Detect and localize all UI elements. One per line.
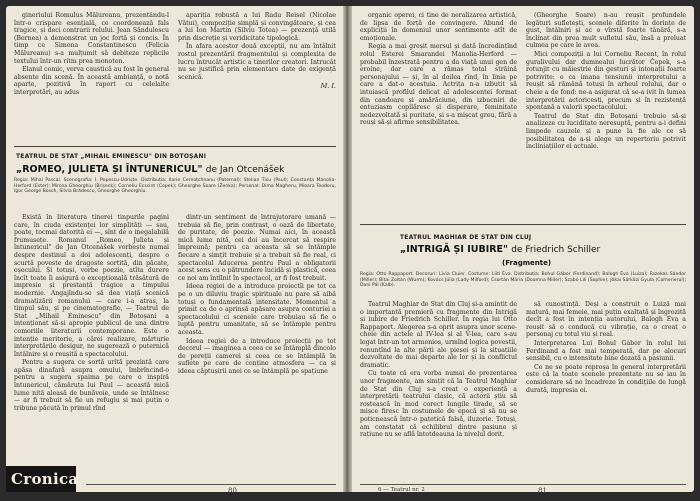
footer-rule bbox=[360, 484, 686, 485]
play-title bbox=[16, 164, 336, 176]
paragraph: Ideea regiei de a introduce proiectîi pe tot ca pe o un diluviu tragic spirituale nu pare să aibă totuși o fundamentală intensitate. Momentul a primit ca de o aprinsă apăsare asupra conturiei a spectacolului ci scenele care trebuiau să fie o luptă pentru umanitate, să se întâmple pentru aceasta. bbox=[178, 283, 336, 336]
left-col1-top bbox=[14, 12, 169, 120]
play-title bbox=[400, 244, 690, 256]
paragraph: Există în literatura tinerei tinpurile pagini care, în ciuda existenței lor simplități — sau, poate, tocmai datorită ei —, sînt de o inegalabilă frumusețe. Romanul „Romeo, Julieta și întunericul" de Jan Otcenášek vorbește numai despre destinul a doi adolescenți, despre o scurtă poveste de dragoste sortită, din păcate, eșecului. Și totuși, vorbe poezie, atîta durere încît toate îi asigură o excepțională trăsătură de impresie și prestanță tragice a timpului modernie. Angajîndu-se să dea viață scenică dramatizării romanului — care i-a atras, la timpul său, și pe cinematografie, — Teatrul de Stat „Mihail Eminescu" din Botoșani a intenționat să-și apropie publicul de una dintre comoriile literaturii contemporane. Este o intenție meritorie, a cărei realizare, mărturie interpretările desigur, ne sugerează o puternică întâlnire și o reușită a spectacolului. bbox=[14, 214, 169, 358]
left-page bbox=[6, 6, 344, 492]
issue-label: 6 — Teatrul nr. 2 bbox=[378, 487, 425, 492]
paragraph: apariția robustă a lui Radu Reisel (Nicolae Vătui), compoziție simplă și convingătoare, și cea a lui Ion Martin (Silviu Totea) — prezență utilă prin discreție și veridicitate tipologică. bbox=[178, 12, 336, 42]
play-credits: Regia: Mihai Pascal. Scenografia: I. Popescu-Udriște. Distribuția: Ilarie Cernoțcheanu (Paternal); Stelian Ticu (Paul); Constanța Manolia-Herford (Ester); Mircea Gheorghiu (Brișeck); Corneliu Ecssint (Copek); Gheorghe Soare (Ženka); Personal: Dima Magheru, Mioara Teodoru, Igor George Bosch, Silvia Brădescu, Gheorghe Gheorghiu. bbox=[14, 178, 336, 195]
paragraph: Ideea regiei de a introduce proiecții pe tot decorul — imaginea a ceea ce se întâmplă dincolo de pereții camerei și ceea ce se întâmplă în suflete pe care de conține atmosfera — ca și ideea căptușirii anei ce se întâmplă pe spațiune bbox=[178, 337, 336, 375]
left-col2-bottom bbox=[178, 214, 336, 478]
play-author: de Friedrich Schiller bbox=[511, 245, 601, 255]
paragraph: gineriului Romulus Mălureanu, prezentându-l într-o crispare esențială, ce coordonează fals tragice, și deci contrarii relului. Jean Săndulescu (Bernea) a demonstrat un joc fortă și concis. În timp ce Simona Constantinescu (Felicia Mălureanu) s-a mulțumit să debiteze replicile textului într-un ritm prea monoton. bbox=[14, 12, 169, 65]
play-title-text: „ROMEO, JULIETA ȘI ÎNTUNERICUL" bbox=[16, 164, 203, 175]
paragraph: În afara acestor două excepții, nu am întâlnit rostul prezentării fragmentului și complexita de lucru întrucât artistic a tinerilor creatori. Intrucât nu se justifică prin elementare date de exigență scenică. bbox=[178, 43, 336, 81]
paragraph: Ce ne se poate reproșa în general interpretării este că la toate scenele prezentate nu se iau în considerare să ne încadreze în condițiile de lungă durată, impresia ei. bbox=[526, 363, 686, 394]
play-credits: Regia: Otto Rappaport. Decoruri: Livia Cluier. Costume: Liiti Éva. Distribuția: Bohul Gábor (Ferdinand); Balogh Éva (Luiza); Fazekas Sándor (Miller); Bitai Zoltán (Wurm); Kovács Júlia (Lady Milford); Csortán Mária (Doamna Miller); Szabó Lili (Sophie); Jókai Sárközi Gyula (Camerierul); Dani Pál (Kalb). bbox=[360, 272, 686, 289]
left-col1-bottom bbox=[14, 214, 169, 468]
paragraph: Teatrul de Stat din Botoșani trebuie să-și analizeze cu luciditate neresuptă, pentru a-i defini limpede cauzele și a pune la fie ale ce să posibilitatea de a-și alege un repertoriu potrivit incliniațiilor ei actuale. bbox=[526, 112, 686, 151]
section-divider bbox=[14, 146, 336, 147]
right-page bbox=[352, 6, 694, 492]
paragraph: Pentru a sugera ce sortă urîtă prezintă care apăsa dinafară asupra omului, îmbrîncind-o pentru a sugera spaima pe care o inspiră întunericul, cămăruța lui Paul — această mică lume nită aleasă de bunăvoie, unde se întâlnesc — ar fi trebuit să fie un refugiu și mai puțin o tribune păcută în primul rînd bbox=[14, 359, 169, 412]
page-number: 80 bbox=[228, 487, 237, 492]
play-author: de Jan Otcenášek bbox=[205, 165, 285, 175]
left-col2-top bbox=[178, 12, 336, 120]
footer-rule bbox=[86, 484, 336, 485]
author-signature: M. I. bbox=[320, 82, 336, 91]
theater-name: TEATRUL DE STAT „MIHAIL EMINESCU" DIN BOTOȘANI bbox=[16, 153, 207, 160]
paragraph: Interpretarea Lui Bohul Gábor în rolul lui Ferdinand a fost mai temperată, dar pe alocuri sensibil, cu o intensitate bine dozată a pasiunii. bbox=[526, 339, 686, 363]
right-col2-top bbox=[526, 12, 686, 212]
right-col1-bottom bbox=[360, 301, 517, 473]
play-subtitle: (Fragmente) bbox=[502, 259, 552, 267]
play-title-text: „INTRIGĂ ȘI IUBIRE" bbox=[400, 244, 508, 255]
page-number: 81 bbox=[538, 487, 547, 492]
paragraph: Mici compoziții a lui Corneliu Recent, în rolul guralivului dar dumnealui lucrător Čepek, s-a rotunjit cu măiestrie din gesturi și intonații foarte potrivite: o ca imana tensiunii interpretului a reușit să rămână totuși în arheul rolului, dar o cheie a de fond: ne-a asigurat că se-a ivit în lumea interpretării actoricesti, precum și în rezistență spontană a valorii spectacolului. bbox=[526, 50, 686, 112]
paragraph: Cu toate că era vorba numai de prezentarea unor fragmente, am simțit că la Teatrul Maghiar de Stat din Cluj s-a creat o experiență a interpretării teatrului clasic, că actorii știu să rostească în mod corect lungile tirade, să se mișce firesc în costumele de epocă și să nu se poticnească într-o patetică falsă, iluzorie. Totuși, am constatat că echilibrul dintre pasiune și rațiune nu se află întotdeauna la nivelul dorit. bbox=[360, 370, 517, 439]
paragraph: Teatrul Maghiar de Stat din Cluj și-a amintit de o importantă premieră cu fragmente din Intrigă și iubire de Friedrich Schiller. În regia lui Otto Rappaport. Alegerea s-a oprit asupra unor scene-cheie din actele al IV-lea și al V-lea, care s-au legat într-un tot armonios, urmînd logica povestii, renunțînd la alte părți ale piesei și la situațiile dezvoltate de mai departe ale lor și la conflictul dramatic. bbox=[360, 301, 517, 369]
section-divider bbox=[360, 224, 686, 225]
paragraph: dintr-un sentiment de întrajutorare umană — trebuia să fie, prin contrast, o oază de libertate, de puritate, de poezie. Numai aici, în această mică lume nită, cei doi au încercat să respire împreună; pentru ca aceasta să se întâmple fiecare a simțit trebuie și a trebuit să fie real, ci spectacolul Aducerea pentru Paul a obligatorii acest sens cu o pătrundere lucidă și plastică, ceea ce noi am întîlnit în spectacol, ar fi fost trebuit. bbox=[178, 214, 336, 282]
paragraph: să cunoștință. Deși a construit o Luiză mai matură, mai femeie, mai puțin exaltată și îngrozită decît a fost în intenția autorului, Balogh Éva a reușit să o conducă cu vibrație, ca o creat o personaj cu totul viu și real. bbox=[526, 301, 686, 339]
paragraph: Elanul comic, verva caustică au fost în general absente din scenă. În această ambianță, o notă aparte, pozitivă în raport cu celelalte interpretări, au adus bbox=[14, 66, 169, 96]
paragraph: (Gheorghe Soare) n-au reușit profundele legături sufletești, scenele diferite în dorințe de gust, întâlniri și ac o vîrstă foarte tânără, s-a înclinat din prea mult sufletul său, însă a preluat culmea pe care le avea. bbox=[526, 12, 686, 50]
section-label-cronica: Cronica bbox=[6, 466, 76, 492]
paragraph: organic operei, ci tine de neralizarea artistică, de lipsa de forță de convingere. Abund de expliciții în domeniul unor sentimente atît de emoționale. bbox=[360, 12, 517, 42]
paragraph: Regia a mai greșit mersul și dată încredințînd rolul Esterei Smarandei Manolia-Herford — probabil înzestrată pentru a da viață unui gen de eroine, dar care a rămas total străină personajului — și, în al doilea rînd, în linia pe care a dat-o acestuia. Actrița n-a izbutit să intuiască profilul delicat al adolescentei format din candoare și amărăciune, din izbucniri de entuziasm copilăresc și disperare, feminitate nedezvoltată și puritate, și s-a mișcat greu, fără a reuși să-și afirme sensibilitatea. bbox=[360, 43, 517, 127]
right-col1-top bbox=[360, 12, 517, 182]
theater-name: TEATRUL MAGHIAR DE STAT DIN CLUJ bbox=[400, 234, 532, 241]
right-col2-bottom bbox=[526, 301, 686, 473]
